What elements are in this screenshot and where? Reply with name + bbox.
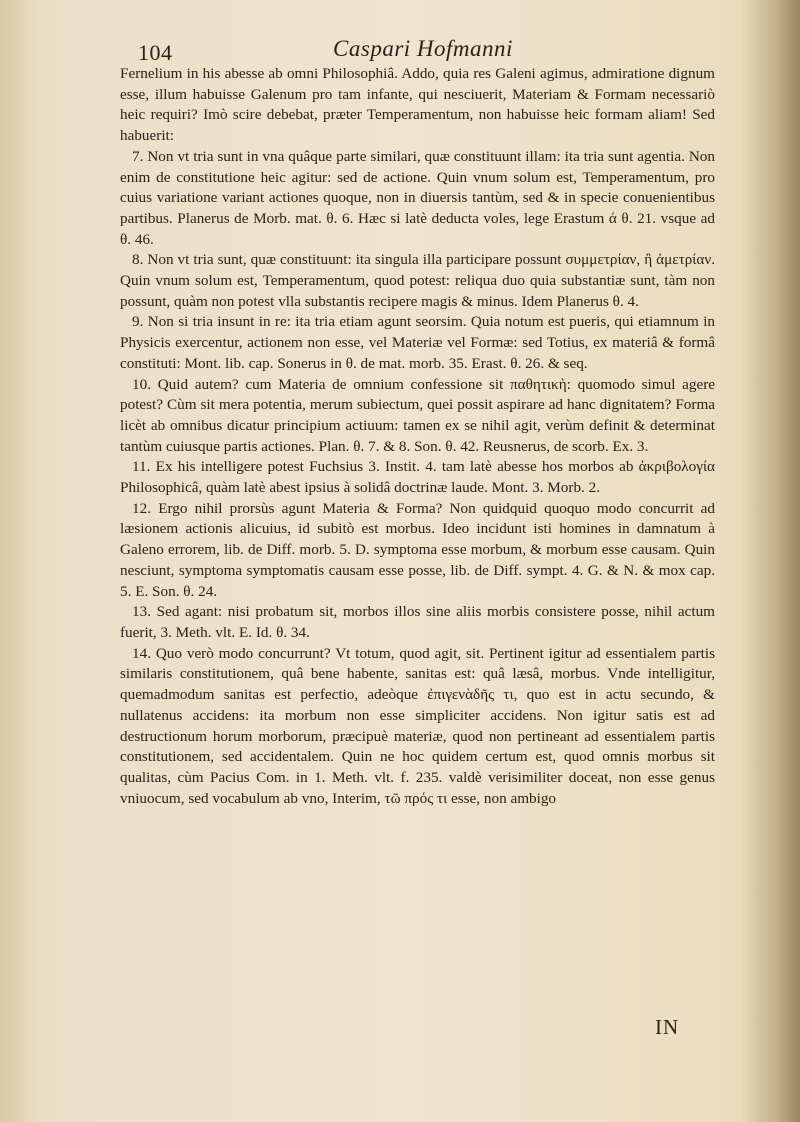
paragraph-text: Quo verò modo concurrunt? Vt totum, quod agit, sit. Pertinent igitur ad essentialem partis similaris constitutionem, quâ bene habente, sanitas est: quâ læsâ, morbus. Vnde intelligitur, quemadmodum sanitas est perfectio, adeòque ἐπιγενὰδῆς τι, quo est in actu secundo, & nullatenus accidens: ita morbum non esse simpliciter accidens. Non igitur satis est ad destructionum horum morborum, præcipuè materiæ, quod non pertineant ad essentialem partis constitutionem, sed accidentalem. Quin ne hoc quidem certum est, quod omnis morbus sit qualitas, cùm Pacius Com. in 1. Meth. vlt. f. 235. valdè verisimiliter doceat, non esse genus vniuocum, sed vocabulum ab vno, Interim, τῶ πρός τι esse, non ambigo	[120, 644, 716, 807]
paragraph-13	[120, 602, 715, 643]
catchword: IN	[655, 1015, 680, 1039]
paragraph-text: Fernelium in his abesse ab omni Philosophiâ. Addo, quia res Galeni agimus, admiratione dignum esse, illum habuisse Galenum pro tam infante, qui nesciuerit, Materiam & Formam necessariò heic requiri? Imò scire debebat, præter Temperamentum, non habuisse heic formam aliam! Sed habuerit:	[120, 65, 715, 145]
paragraph-number: 8.	[132, 251, 144, 269]
paragraph-14	[120, 644, 715, 810]
paragraph-continuation	[120, 64, 715, 147]
paragraph-text: Ergo nihil prorsùs agunt Materia & Forma? Non quidquid quoquo modo concurrit ad læsionem actionis alicuius, id subitò est morbus. Ideo incidunt isti homines in damnatum à Galeno errorem, lib. de Diff. morb. 5. D. symptoma esse morbum, & morbum esse causam. Quin nesciunt, symptoma symptomatis causam esse posse, lib. de Diff. sympt. 4. G. & N. & mox cap. 5. E. Son. θ. 24.	[120, 499, 716, 600]
running-title: Caspari Hofmanni	[333, 36, 513, 61]
paragraph-text: Quid autem? cum Materia de omnium confessione sit παθητικὴ: quomodo simul agere potest? Cùm sit mera potentia, merum subiectum, quei possit aspirare ad hanc dignitatem? Forma licèt ab omnibus dicatur principium actiuum: tamen ex se nihil agit, verùm definit & determinat tantùm cuiusque partis actiones. Plan. θ. 7. & 8. Son. θ. 42. Reusnerus, de scorb. Ex. 3.	[120, 375, 715, 455]
paragraph-number: 13.	[132, 603, 151, 621]
paragraph-8	[120, 250, 715, 312]
body-text	[120, 64, 715, 809]
page-header	[138, 36, 708, 66]
paragraph-number: 7.	[132, 147, 144, 165]
paragraph-10	[120, 375, 715, 458]
paragraph-text: Non si tria insunt in re: ita tria etiam agunt seorsim. Quia notum est pueris, qui etiamnum in Physicis exercentur, actionem non esse, vel Materiæ vel Formæ: sed Totius, ex materiâ & formâ constituti: Mont. lib. cap. Sonerus in θ. de mat. morb. 35. Erast. θ. 26. & seq.	[120, 313, 716, 372]
paragraph-number: 14.	[132, 644, 151, 662]
paragraph-text: Non vt tria sunt, quæ constituunt: ita singula illa participare possunt συμμετρίαν, ἢ ἀμετρίαν. Quin vnum solum est, Temperamentum, quod potest: reliqua duo quia substantiæ sunt, tàm non possunt, quàm non potest vlla substantis recipere magis & minus. Idem Planerus θ. 4.	[120, 251, 716, 310]
paragraph-text: Non vt tria sunt in vna quâque parte similari, quæ constituunt illam: ita tria sunt agentia. Non enim de constitutione heic agitur: sed de actione. Quin vnum solum est, Temperamentum, pro cuius variatione variant actiones quoque, non in diuersis tantùm, sed & in specie conuenientibus partibus. Planerus de Morb. mat. θ. 6. Hæc si latè deducta voles, lege Erastum ά θ. 21. vsque ad θ. 46.	[120, 147, 715, 248]
paragraph-number: 9.	[132, 313, 144, 331]
paragraph-number: 12.	[132, 499, 151, 517]
page-edge-shadow	[740, 0, 800, 1122]
paragraph-number: 10.	[132, 375, 151, 393]
paragraph-number: 11.	[132, 458, 151, 476]
page-number: 104	[138, 40, 173, 65]
paragraph-text: Ex his intelligere potest Fuchsius 3. Instit. 4. tam latè abesse hos morbos ab ἀκριβολογία Philosophicâ, quàm latè abest ipsius à solidâ doctrinæ laude. Mont. 3. Morb. 2.	[120, 458, 715, 497]
paragraph-11	[120, 457, 715, 498]
paragraph-9	[120, 312, 715, 374]
paragraph-text: Sed agant: nisi probatum sit, morbos illos sine aliis morbis consistere posse, nihil actum fuerit, 3. Meth. vlt. E. Id. θ. 34.	[120, 603, 715, 641]
paragraph-12	[120, 499, 715, 603]
paragraph-7	[120, 147, 715, 251]
